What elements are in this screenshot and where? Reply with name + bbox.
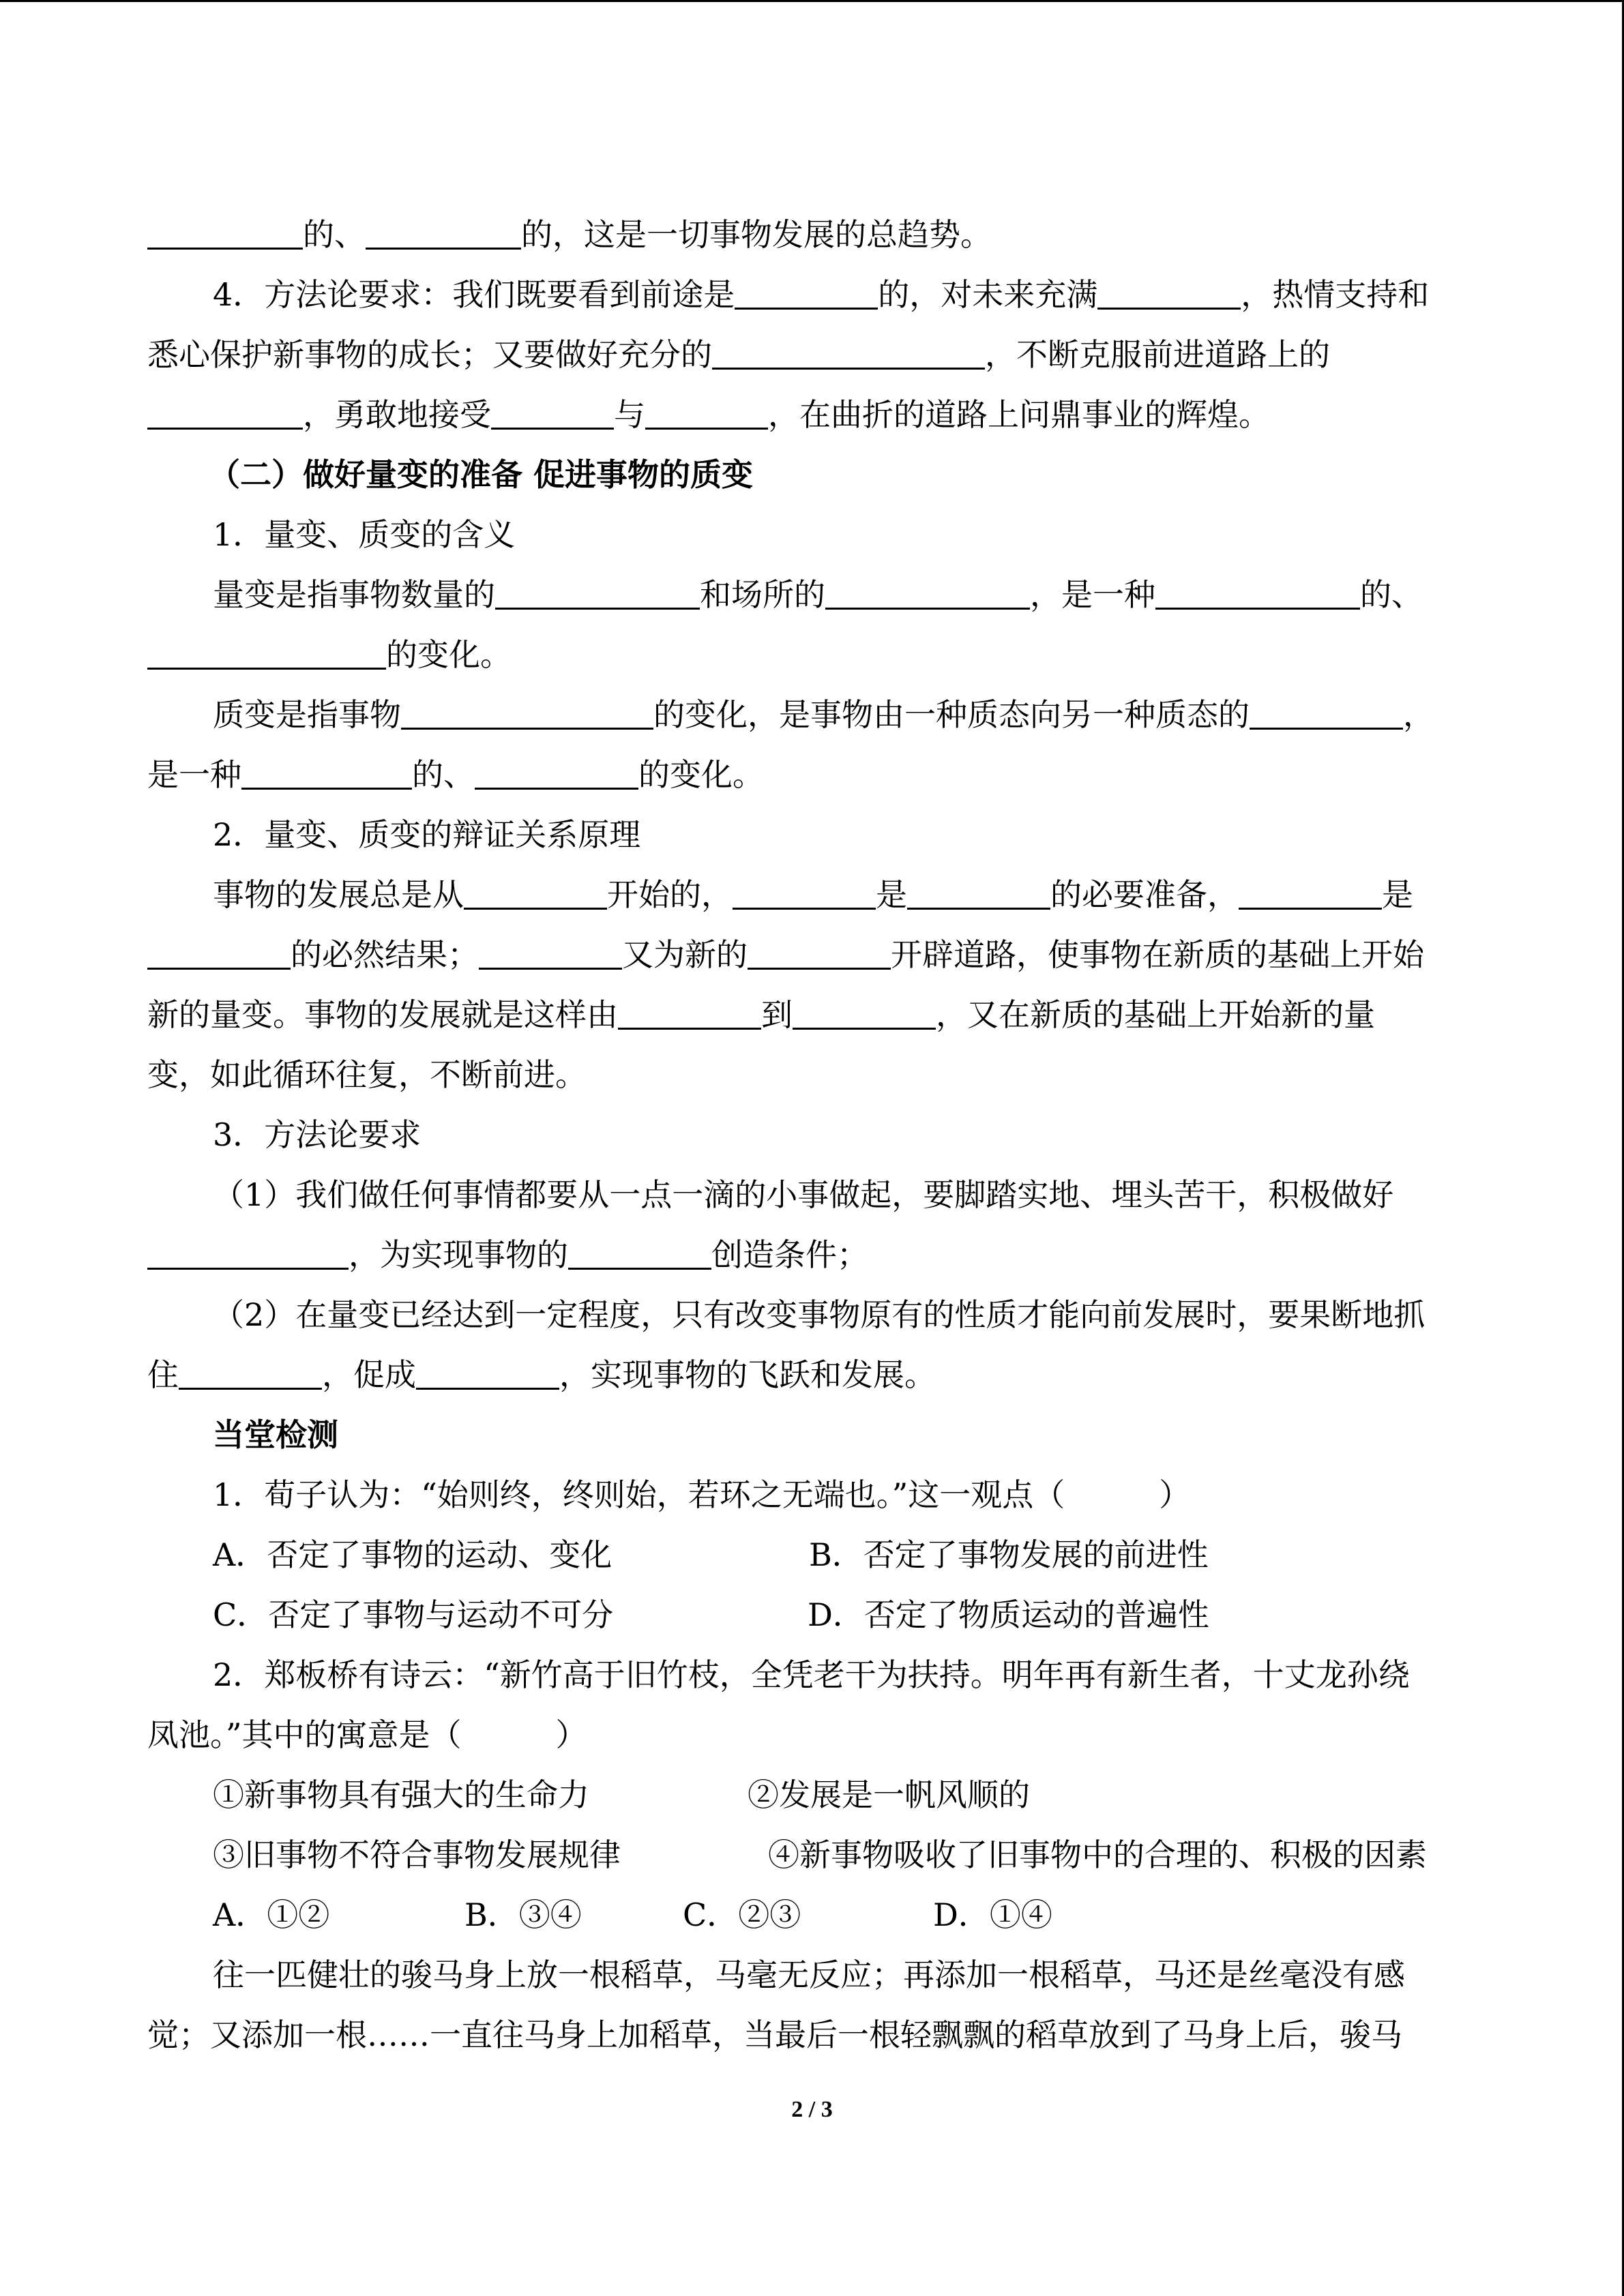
section-heading: （二）做好量变的准备 促进事物的质变 (209, 456, 754, 493)
fill-blank[interactable] (645, 389, 768, 430)
subheading: 3．方法论要求 (213, 1116, 422, 1153)
text-line: 悉心保护新事物的成长；又要做好充分的 ，不断克服前进道路上的 (147, 325, 1477, 385)
fill-blank[interactable] (733, 869, 876, 910)
choice-option[interactable]: D．①④ (933, 1896, 1052, 1933)
choice-option[interactable]: B．否定了事物发展的前进性 (809, 1536, 1209, 1573)
fill-blank[interactable] (147, 209, 303, 250)
fill-blank[interactable] (825, 569, 1030, 610)
choice-option[interactable]: A．否定了事物的运动、变化 (213, 1536, 612, 1573)
page-number: 2 / 3 (791, 2097, 833, 2122)
fill-blank[interactable] (793, 989, 936, 1030)
statement-row (147, 1825, 1477, 1885)
text-line: 量变是指事物数量的 和场所的 ，是一种 的、 (147, 565, 1477, 625)
choice-option[interactable]: C．否定了事物与运动不可分 (213, 1596, 614, 1633)
choice-row (147, 1585, 1477, 1645)
choice-option[interactable]: D．否定了物质运动的普遍性 (808, 1596, 1209, 1633)
fill-blank[interactable] (416, 1350, 559, 1390)
text-line: 新的量变。事物的发展就是这样由 到 ，又在新质的基础上开始新的量 (147, 985, 1477, 1045)
fill-blank[interactable] (568, 1229, 711, 1270)
fill-blank[interactable] (491, 389, 614, 430)
choice-option[interactable]: C．②③ (683, 1896, 801, 1933)
text-line: 4．方法论要求：我们既要看到前途是 的，对未来充满 ，热情支持和 (147, 265, 1477, 325)
fill-blank[interactable] (475, 749, 638, 790)
text-line: ，为实现事物的 创造条件； (147, 1225, 1477, 1285)
fill-blank[interactable] (1239, 869, 1382, 910)
choice-row (147, 1525, 1477, 1585)
choice-option[interactable]: A．①② (213, 1896, 330, 1933)
fill-blank[interactable] (618, 989, 761, 1030)
choice-row (147, 1885, 1477, 1945)
text-line: ，勇敢地接受 与 ，在曲折的道路上问鼎事业的辉煌。 (147, 385, 1477, 445)
fill-blank[interactable] (366, 209, 521, 250)
text-line: 的、 的，这是一切事物发展的总趋势。 (147, 205, 1477, 265)
fill-blank[interactable] (241, 749, 412, 790)
question-stem: 1．荀子认为：“始则终，终则始，若环之无端也。”这一观点（ ） (213, 1476, 1191, 1513)
statement-option: ④新事物吸收了旧事物中的合理的、积极的因素 (768, 1836, 1427, 1873)
text-line: 住 ，促成 ，实现事物的飞跃和发展。 (147, 1345, 1477, 1405)
statement-row (147, 1765, 1477, 1825)
fill-blank[interactable] (147, 629, 386, 670)
text-line: 事物的发展总是从 开始的， 是 的必要准备， 是 (147, 865, 1477, 925)
fill-blank[interactable] (712, 329, 985, 370)
text-line: 的变化。 (147, 625, 1477, 685)
statement-option: ②发展是一帆风顺的 (748, 1776, 1030, 1813)
fill-blank[interactable] (907, 869, 1050, 910)
text-line: 觉；又添加一根……一直往马身上加稻草，当最后一根轻飘飘的稻草放到了马身上后，骏马 (147, 2016, 1402, 2053)
question-stem: 2．郑板桥有诗云：“新竹高于旧竹枝，全凭老干为扶持。明年再有新生者，十丈龙孙绕 (213, 1656, 1410, 1693)
statement-option: ③旧事物不符合事物发展规律 (213, 1836, 621, 1873)
fill-blank[interactable] (495, 569, 700, 610)
section-heading: 当堂检测 (213, 1416, 338, 1453)
text-line: 往一匹健壮的骏马身上放一根稻草，马毫无反应；再添加一根稻草，马还是丝毫没有感 (213, 1956, 1405, 1993)
subheading: 1．量变、质变的含义 (213, 516, 516, 553)
subheading: 2．量变、质变的辩证关系原理 (213, 816, 641, 853)
choice-option[interactable]: B．③④ (464, 1896, 582, 1933)
text-line: 质变是指事物 的变化，是事物由一种质态向另一种质态的 ， (147, 685, 1477, 745)
fill-blank[interactable] (1155, 569, 1360, 610)
fill-blank[interactable] (147, 929, 291, 970)
fill-blank[interactable] (1097, 269, 1241, 310)
question-stem: 凤池。”其中的寓意是（ ） (147, 1716, 587, 1753)
statement-option: ①新事物具有强大的生命力 (213, 1776, 589, 1813)
text-line: 是一种 的、 的变化。 (147, 745, 1477, 805)
fill-blank[interactable] (147, 389, 303, 430)
fill-blank[interactable] (401, 689, 653, 730)
fill-blank[interactable] (748, 929, 891, 970)
text-line: 的必然结果； 又为新的 开辟道路，使事物在新质的基础上开始 (147, 925, 1477, 985)
text-line: 变，如此循环往复，不断前进。 (147, 1056, 587, 1093)
text-line: （2）在量变已经达到一定程度，只有改变事物原有的性质才能向前发展时，要果断地抓 (213, 1296, 1426, 1333)
document-body (147, 205, 1477, 2065)
fill-blank[interactable] (147, 1229, 349, 1270)
fill-blank[interactable] (1250, 689, 1403, 730)
fill-blank[interactable] (735, 269, 878, 310)
fill-blank[interactable] (479, 929, 622, 970)
fill-blank[interactable] (179, 1350, 322, 1390)
text-line: （1）我们做任何事情都要从一点一滴的小事做起，要脚踏实地、埋头苦干，积极做好 (213, 1176, 1394, 1213)
fill-blank[interactable] (464, 869, 607, 910)
page-border-top (0, 0, 1624, 2)
